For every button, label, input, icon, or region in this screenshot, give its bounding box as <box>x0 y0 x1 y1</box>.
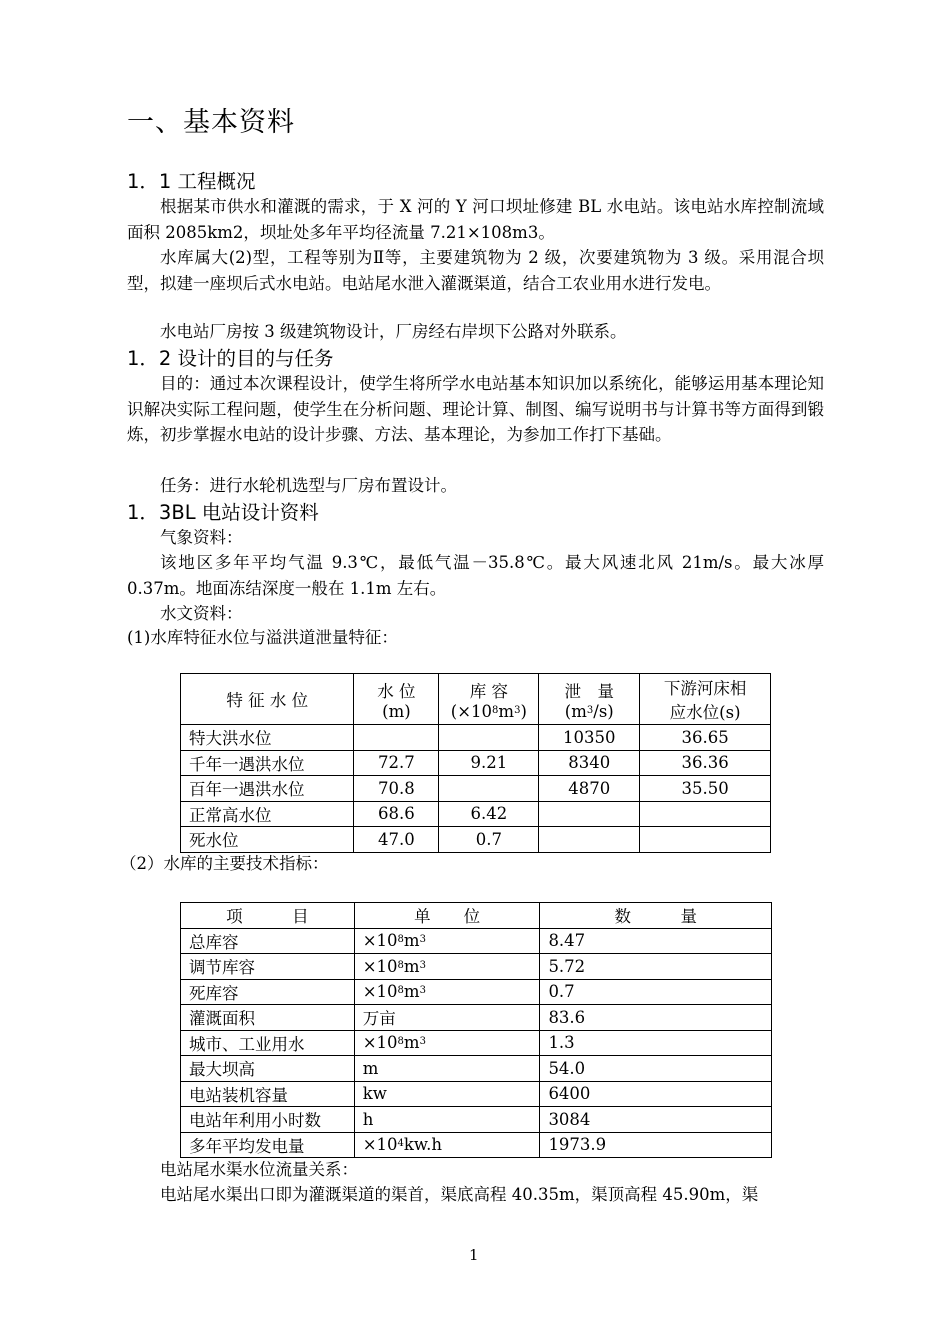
table-cell: 灌溉面积 <box>181 1005 355 1031</box>
table-row <box>181 750 771 776</box>
table-row <box>181 1056 772 1082</box>
table-row <box>181 1132 772 1158</box>
section-1-1-heading: 1．1 工程概况 <box>127 170 256 193</box>
table-cell: 47.0 <box>354 827 439 853</box>
header-cell <box>181 674 354 725</box>
chapter-title: 一、基本资料 <box>127 107 295 138</box>
section-1-3-paragraph-2: 该地区多年平均气温 9.3℃，最低气温－35.8℃。最大风速北风 21m/s。最大冰厚 0.37m。地面冻结深度一般在 1.1m 左右。 <box>127 553 824 598</box>
header-cell <box>439 674 539 725</box>
header-cell <box>354 903 540 929</box>
header-text: 下游河床相 <box>663 679 747 698</box>
table-cell: 死库容 <box>181 979 355 1005</box>
header-text: 水 位 <box>377 681 416 701</box>
table-cell: h <box>354 1107 540 1133</box>
table-row <box>181 954 772 980</box>
table-cell: 0.7 <box>439 827 539 853</box>
header-cell <box>640 674 771 725</box>
table-cell <box>439 725 539 751</box>
table-row <box>181 928 772 954</box>
section-1-1-paragraph-1: 根据某市供水和灌溉的需求，于 X 河的 Y 河口坝址修建 BL 水电站。该电站水库控制流域面积 2085km2，坝址处多年平均径流量 7.21×108m3。 <box>127 197 824 242</box>
table-cell <box>439 776 539 802</box>
header-cell <box>539 674 640 725</box>
table-cell: 死水位 <box>181 827 354 853</box>
section-1-3-paragraph-3: 水文资料： <box>160 604 243 623</box>
table-cell <box>640 801 771 827</box>
table-cell: 54.0 <box>540 1056 772 1082</box>
reservoir-indicator-table <box>180 902 772 1158</box>
table-cell: 8340 <box>539 750 640 776</box>
table-cell: 9.21 <box>439 750 539 776</box>
table-cell <box>539 801 640 827</box>
tail-paragraph-2: 电站尾水渠出口即为灌溉渠道的渠首，渠底高程 40.35m，渠顶高程 45.90m，渠 <box>160 1185 759 1204</box>
table-row <box>181 827 771 853</box>
table-cell: $\times 10^4kw.h$ <box>354 1132 540 1158</box>
table-header-row <box>181 903 772 929</box>
header-cell <box>540 903 772 929</box>
table-cell: 正常高水位 <box>181 801 354 827</box>
header-text: 泄 量 <box>564 681 615 701</box>
header-text: 特 征 水 位 <box>226 691 309 710</box>
table-cell: 6400 <box>540 1081 772 1107</box>
section-1-1-paragraph-3: 水电站厂房按 3 级建筑物设计，厂房经右岸坝下公路对外联系。 <box>160 322 627 341</box>
page-number: 1 <box>469 1246 479 1264</box>
table-cell: 36.36 <box>640 750 771 776</box>
header-cell <box>181 903 355 929</box>
table-cell: 36.65 <box>640 725 771 751</box>
table-row <box>181 776 771 802</box>
table-cell: 35.50 <box>640 776 771 802</box>
reservoir-level-table <box>180 673 771 853</box>
table-row <box>181 1107 772 1133</box>
header-text: $(m^3/s)$ <box>564 701 614 721</box>
table-cell <box>539 827 640 853</box>
table-cell: 5.72 <box>540 954 772 980</box>
table-cell: 70.8 <box>354 776 439 802</box>
section-1-2-heading: 1．2 设计的目的与任务 <box>127 347 334 370</box>
table-cell: 72.7 <box>354 750 439 776</box>
table-cell: m <box>354 1056 540 1082</box>
table-row <box>181 1030 772 1056</box>
table-cell <box>354 725 439 751</box>
table-row <box>181 1081 772 1107</box>
table-cell: $\times 10^8m^3$ <box>354 954 540 980</box>
header-text: 项 目 <box>226 907 309 927</box>
table-cell: 电站年利用小时数 <box>181 1107 355 1133</box>
table-cell: 10350 <box>539 725 640 751</box>
table-row <box>181 801 771 827</box>
section-1-2-paragraph-2: 任务：进行水轮机选型与厂房布置设计。 <box>160 476 457 495</box>
table-cell: $\times 10^8m^3$ <box>354 928 540 954</box>
table-cell: 83.6 <box>540 1005 772 1031</box>
table-cell: $\times 10^8m^3$ <box>354 1030 540 1056</box>
section-1-2-paragraph-1: 目的：通过本次课程设计，使学生将所学水电站基本知识加以系统化，能够运用基本理论知识解决实际工程问题，使学生在分析问题、理论计算、制图、编写说明书与计算书等方面得到锻炼，初步掌握水电站的设计步骤、方法、基本理论，为参加工作打下基础。 <box>127 374 824 444</box>
table-cell: 万亩 <box>354 1005 540 1031</box>
table-cell: 68.6 <box>354 801 439 827</box>
section-1-3-heading: 1．3BL 电站设计资料 <box>127 501 319 524</box>
table-cell: 百年一遇洪水位 <box>181 776 354 802</box>
table-cell: 最大坝高 <box>181 1056 355 1082</box>
tail-paragraph-1: 电站尾水渠水位流量关系： <box>160 1160 358 1179</box>
table-1-caption: (1)水库特征水位与溢洪道泄量特征： <box>127 628 398 647</box>
table-cell: 电站装机容量 <box>181 1081 355 1107</box>
table-cell: 6.42 <box>439 801 539 827</box>
table-cell: 城市、工业用水 <box>181 1030 355 1056</box>
table-cell: 千年一遇洪水位 <box>181 750 354 776</box>
header-text: $(\times 10^8m^3)$ <box>450 701 527 721</box>
table-cell: 1973.9 <box>540 1132 772 1158</box>
table-cell: 总库容 <box>181 928 355 954</box>
table-cell: 多年平均发电量 <box>181 1132 355 1158</box>
header-text: 应水位(s) <box>669 703 741 722</box>
table-cell: 调节库容 <box>181 954 355 980</box>
table-cell: 特大洪水位 <box>181 725 354 751</box>
table-cell: 0.7 <box>540 979 772 1005</box>
header-text: 库 容 <box>469 681 508 701</box>
table-row <box>181 1005 772 1031</box>
table-cell: 3084 <box>540 1107 772 1133</box>
section-1-3-paragraph-1: 气象资料： <box>160 528 243 547</box>
table-cell <box>640 827 771 853</box>
table-cell: 1.3 <box>540 1030 772 1056</box>
table-cell: 8.47 <box>540 928 772 954</box>
table-row <box>181 979 772 1005</box>
table-cell: $\times 10^8m^3$ <box>354 979 540 1005</box>
header-text: 数 量 <box>614 907 697 927</box>
table-cell: kw <box>354 1081 540 1107</box>
table-header-row <box>181 674 771 725</box>
header-cell <box>354 674 439 725</box>
table-cell: 4870 <box>539 776 640 802</box>
header-text: (m) <box>382 701 411 721</box>
header-text: 单 位 <box>414 907 481 927</box>
table-row <box>181 725 771 751</box>
table-2-caption: （2）水库的主要技术指标： <box>120 854 329 873</box>
section-1-1-paragraph-2: 水库属大(2)型，工程等别为Ⅱ等，主要建筑物为 2 级，次要建筑物为 3 级。采用混合坝型，拟建一座坝后式水电站。电站尾水泄入灌溉渠道，结合工农业用水进行发电。 <box>127 248 824 293</box>
